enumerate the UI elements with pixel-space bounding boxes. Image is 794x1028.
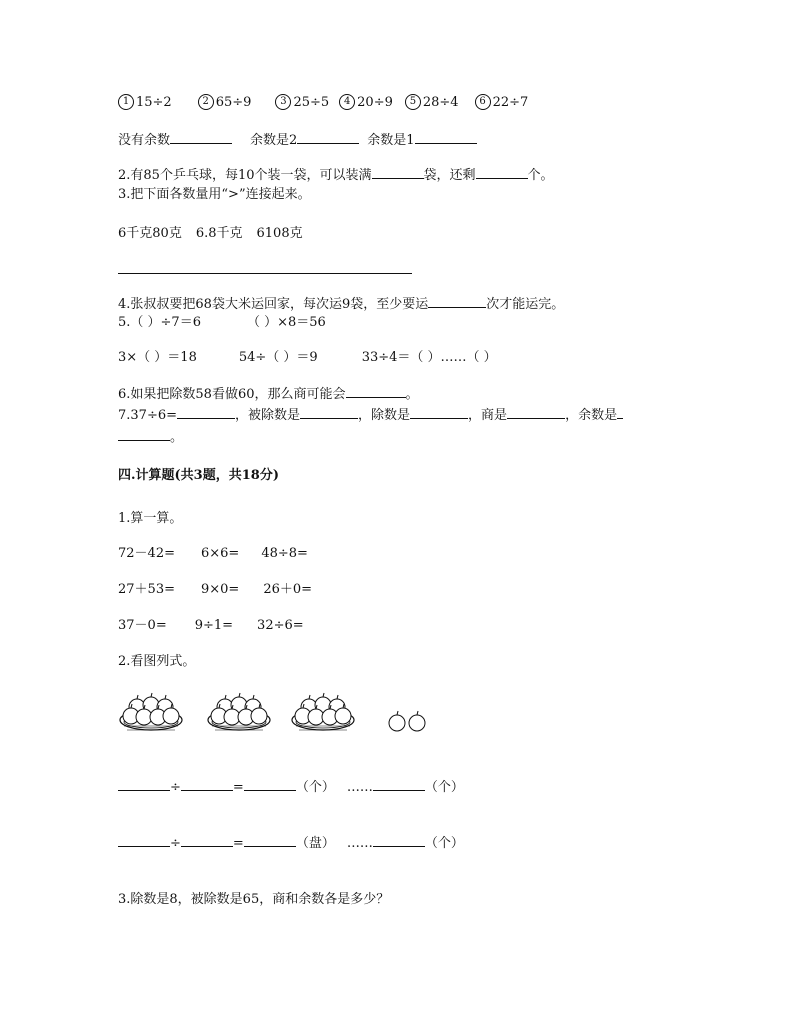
cat-two-label: 余数是2: [250, 133, 298, 148]
q2-line: 2.有85个乒乓球，每10个装一袋，可以装满 袋，还剩 个。: [118, 168, 554, 183]
answer-line[interactable]: [118, 273, 412, 274]
q3-title: 3.把下面各数量用“>”连接起来。: [118, 187, 311, 202]
loose-apple: [409, 711, 425, 731]
answer-blank[interactable]: [346, 385, 406, 398]
q1-item: 5 28÷4: [405, 95, 459, 110]
answer-blank[interactable]: [617, 406, 623, 419]
q3-items: 6千克80克 6.8千克 6108克: [118, 226, 303, 241]
answer-blank[interactable]: [300, 406, 358, 419]
answer-blank[interactable]: [476, 166, 528, 179]
q1-item: 1 15÷2: [118, 95, 172, 110]
answer-blank[interactable]: [373, 778, 425, 791]
q1-categories: [118, 131, 477, 149]
answer-blank[interactable]: [428, 295, 486, 308]
calc-row: 72－42= 6×6= 48÷8=: [118, 546, 308, 561]
answer-blank[interactable]: [118, 834, 170, 847]
last-question: 3.除数是8，被除数是65，商和余数各是多少？: [118, 892, 390, 907]
answer-blank[interactable]: [507, 406, 565, 419]
calc-title: 1.算一算。: [118, 511, 183, 526]
cat-none-label: 没有余数: [118, 133, 171, 148]
answer-blank[interactable]: [410, 406, 468, 419]
calc-row: 37－0= 9÷1= 32÷6=: [118, 618, 304, 633]
q5-row1: 5.（ ）÷7＝6 （ ）×8＝56: [118, 315, 326, 330]
q1-items-row: [118, 94, 528, 111]
cat-one-label: 余数是1: [367, 133, 415, 148]
answer-blank[interactable]: [118, 778, 170, 791]
answer-blank[interactable]: [181, 834, 233, 847]
answer-blank[interactable]: [170, 131, 232, 144]
q4-line: 4.张叔叔要把68袋大米运回家，每次运9袋，至少要运 次才能运完。: [118, 297, 565, 312]
answer-blank[interactable]: [177, 406, 235, 419]
q5-row2: 3×（ ）＝18 54÷（ ）＝9 33÷4＝（ ）……（ ）: [118, 350, 497, 365]
picture-answer-row: ÷ = （盘） …… （个）: [118, 834, 464, 852]
apple-plates-illustration: [115, 690, 445, 746]
answer-blank[interactable]: [244, 834, 296, 847]
section-title: 四.计算题(共3题，共18分): [118, 468, 279, 483]
calc-row: 27＋53= 9×0= 26＋0=: [118, 582, 313, 597]
answer-blank[interactable]: [244, 778, 296, 791]
q1-item: 4 20÷9: [339, 95, 393, 110]
q1-item: 2 65÷9: [198, 95, 252, 110]
answer-blank[interactable]: [181, 778, 233, 791]
loose-apple: [389, 711, 405, 731]
apple-plate: [208, 693, 270, 730]
answer-blank[interactable]: [118, 428, 170, 441]
answer-blank[interactable]: [415, 131, 477, 144]
apple-plate: [292, 693, 354, 730]
picture-answer-row: ÷ = （个） …… （个）: [118, 778, 464, 796]
q1-item: 3 25÷5: [275, 95, 329, 110]
answer-blank[interactable]: [372, 166, 424, 179]
q6-line: 6.如果把除数58看做60，那么商可能会 。: [118, 387, 419, 402]
q7-line-cont: 。: [118, 428, 183, 446]
picture-title: 2.看图列式。: [118, 654, 196, 669]
q7-line: 7.37÷6= ，被除数是 ，除数是 ，商是 ，余数是: [118, 406, 623, 424]
answer-blank[interactable]: [373, 834, 425, 847]
apple-plate: [120, 693, 182, 730]
answer-blank[interactable]: [297, 131, 359, 144]
q1-item: 6 22÷7: [475, 95, 529, 110]
